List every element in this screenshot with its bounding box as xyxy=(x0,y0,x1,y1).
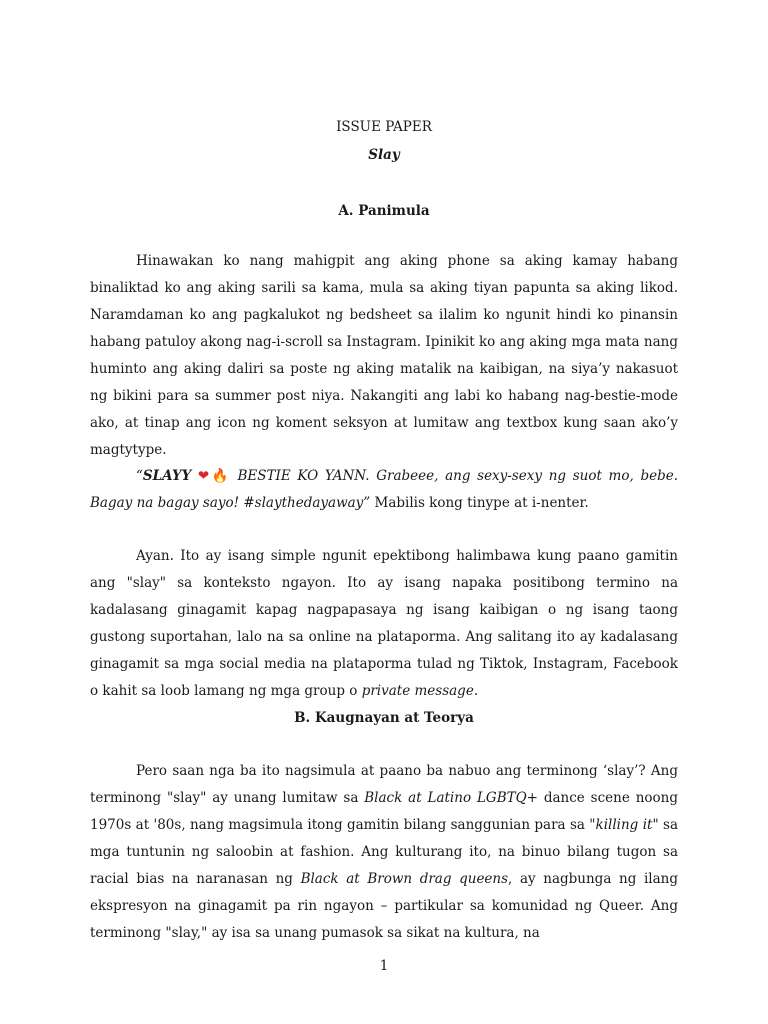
b-p1-c: " sa mga tuntunin ng saloobin at fashion. Ang kulturang ito, na binuo bilang tugon sa racial bias na naranasan ng xyxy=(90,817,678,887)
section-b-paragraph-1 xyxy=(90,758,678,947)
p3-text: Ayan. Ito ay isang simple ngunit epektibong halimbawa kung paano gamitin ang "slay" sa konteksto ngayon. Ito ay isang napaka positibong termino na kadalasang ginagamit kapag nagpapasaya ng isang kaibigan o ng isang taong gustong suportahan, lalo na sa online na plataporma. Ang salitang ito ay kadalasang ginagamit sa mga social media na plataporma tulad ng Tiktok, Instagram, Facebook o kahit sa loob lamang ng mga group o xyxy=(90,548,678,699)
b-p1-italic-2: killing it xyxy=(595,817,653,833)
section-a-paragraph-3 xyxy=(90,543,678,705)
section-a-paragraph-1: Hinawakan ko nang mahigpit ang aking phone sa aking kamay habang binaliktad ko ang aking sarili sa kama, mula sa aking tiyan papunta sa aking likod. Naramdaman ko ang pagkalukot ng bedsheet sa ilalim ko ngunit hindi ko pinansin habang patuloy akong nag-i-scroll sa Instagram. Ipinikit ko ang aking mga mata nang huminto ang aking daliri sa poste ng aking matalik na kaibigan, na siya’y nakasuot ng bikini para sa summer post niya. Nakangiti ang labi ko habang nag-bestie-mode ako, at tinap ang icon ng koment seksyon at lumitaw ang textbox kung saan ako’y magtytype. xyxy=(90,253,678,458)
p3-italic: private message xyxy=(361,683,474,699)
b-p1-d: , ay nagbunga ng ilang ekspresyon na ginagamit pa rin ngayon – partikular sa komunidad ng Queer. Ang terminong "slay," ay isa sa unang pumasok sa sikat na kultura, na xyxy=(90,871,678,941)
section-b-heading: B. Kaugnayan at Teorya xyxy=(294,710,474,726)
quote-open: “ xyxy=(136,468,143,484)
section-a-quote-paragraph xyxy=(90,463,678,517)
b-p1-b: dance scene noong 1970s at '80s, nang magsimula itong gamitin bilang sanggunian para sa " xyxy=(90,790,678,833)
quote-text: BESTIE KO YANN. Grabeee, ang sexy-sexy ng suot mo, bebe. Bagay na bagay sayo! #slaythedayaway” xyxy=(90,468,679,511)
doc-subtitle: Slay xyxy=(368,147,400,163)
b-p1-a: Pero saan nga ba ito nagsimula at paano ba nabuo ang terminong ‘slay’? Ang terminong "slay" ay unang lumitaw sa xyxy=(90,763,678,806)
section-a-heading: A. Panimula xyxy=(338,203,430,219)
b-p1-italic-3: Black at Brown drag queens xyxy=(300,871,509,887)
quote-slayy: SLAYY xyxy=(142,468,192,484)
page-number: 1 xyxy=(379,958,389,974)
heart-icon: ❤ xyxy=(197,468,212,484)
doc-title: ISSUE PAPER xyxy=(336,119,432,135)
fire-icon: 🔥 xyxy=(211,468,231,484)
p3-end: . xyxy=(473,683,479,699)
b-p1-italic-1: Black at Latino LGBTQ+ xyxy=(364,790,538,806)
quote-after-text: Mabilis kong tinype at i-nenter. xyxy=(370,495,589,511)
